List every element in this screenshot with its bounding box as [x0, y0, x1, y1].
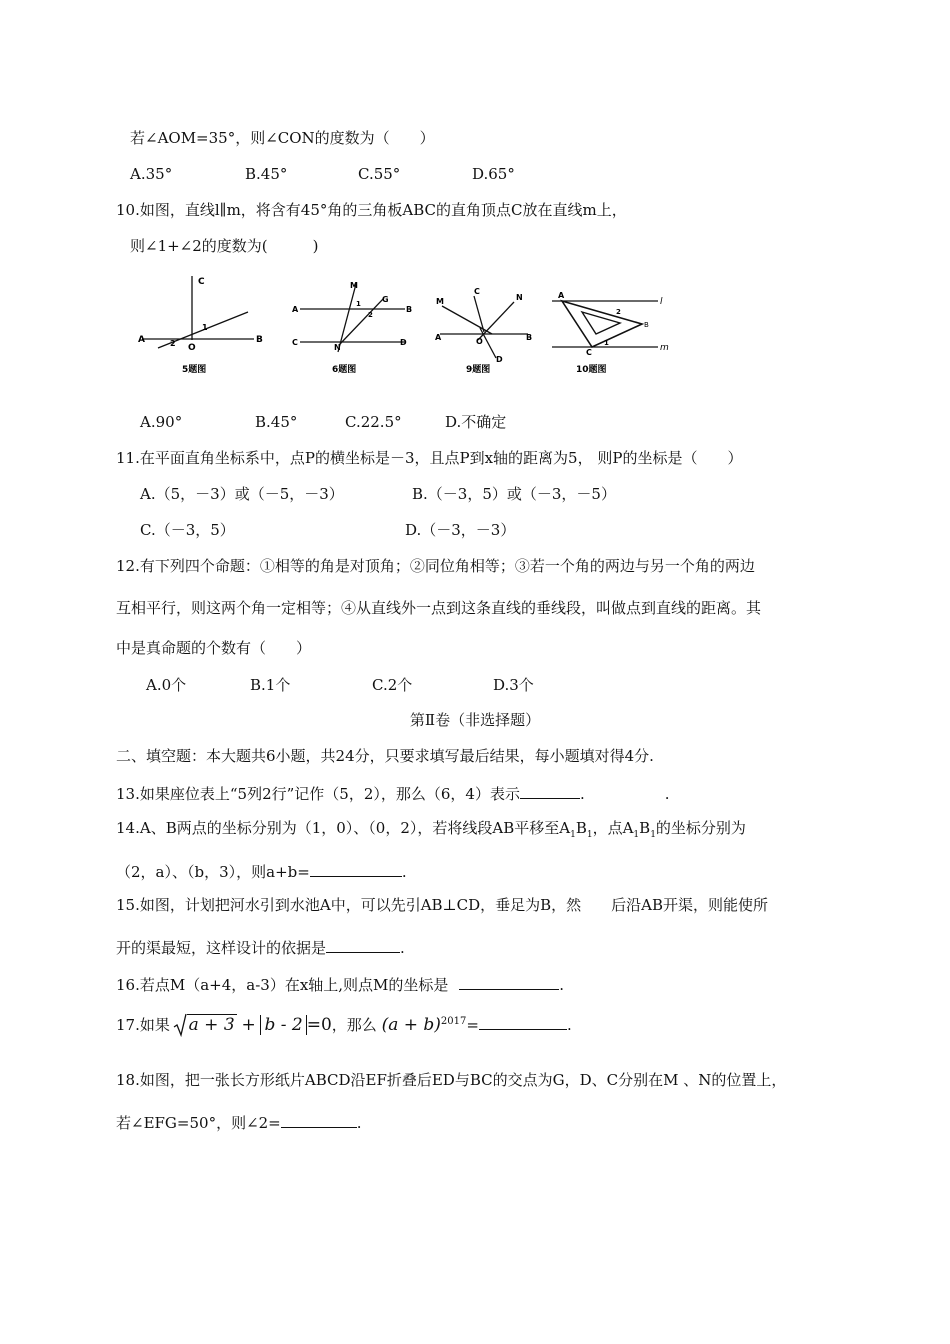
q16-text: 16.若点M（a+4，a-3）在x轴上,则点M的坐标是	[116, 976, 449, 994]
q14-text-b: ，点A	[592, 819, 634, 837]
fig9-caption: 9题图	[466, 365, 491, 375]
q14-text-2: （2，a）、（b，3），则a+b=	[116, 863, 310, 881]
fig6-label-c: C	[292, 338, 298, 347]
fig5-label-a: A	[138, 335, 145, 345]
q17-exponent: 2017	[440, 1016, 467, 1027]
fig6-label-d: D	[400, 338, 407, 347]
fig9-label-a: A	[435, 333, 442, 342]
q18-text-2: 若∠EFG=50°，则∠2=	[116, 1114, 281, 1132]
figure-9	[435, 287, 532, 375]
figure-5	[138, 276, 263, 375]
q18-answer-blank[interactable]	[281, 1111, 357, 1128]
q10-option-a: A.90°	[140, 413, 183, 431]
q14-b2: B	[639, 819, 651, 837]
q16-line	[116, 973, 564, 995]
fig6-label-1: 1	[356, 300, 361, 308]
q17-eq2: =	[466, 1016, 479, 1034]
q14-sub4: 1	[650, 830, 656, 840]
q15-line2	[116, 936, 405, 958]
q17-dot: .	[566, 1016, 572, 1034]
q15-line1: 15.如图，计划把河水引到水池A中，可以先引AB⊥CD，垂足为B，然 后沿AB开渠，则能使所	[116, 896, 769, 914]
q18-line2	[116, 1111, 362, 1133]
q12-option-b: B.1个	[250, 676, 291, 694]
q14-dot: .	[401, 863, 407, 881]
q14-b1: B	[575, 819, 587, 837]
q17-plus: +	[241, 1015, 256, 1035]
q11-stem: 11.在平面直角坐标系中，点P的横坐标是－3，且点P到x轴的距离为5， 则P的坐标是（ ）	[116, 449, 743, 467]
q14-text-c: 的坐标分别为	[655, 819, 746, 837]
fig10-label-b: B	[644, 321, 649, 329]
fig10-label-2: 2	[616, 308, 621, 316]
q9-stem: 若∠AOM=35°，则∠CON的度数为（ ）	[130, 129, 435, 147]
q16-dot: .	[559, 976, 564, 994]
fig9-label-m: M	[436, 297, 444, 306]
fig6-label-b: B	[406, 305, 413, 314]
q13-line	[116, 782, 670, 804]
fig6-label-2: 2	[368, 311, 373, 319]
q9-option-d: D.65°	[472, 165, 515, 183]
figures-row	[130, 268, 690, 388]
q12-option-a: A.0个	[146, 676, 187, 694]
q14-sub1: 1	[570, 830, 576, 840]
q14-sub3: 1	[633, 830, 640, 840]
q12-line2: 互相平行，则这两个角一定相等；④从直线外一点到这条直线的垂线段，叫做点到直线的距离。其	[116, 599, 762, 617]
figure-6	[292, 281, 412, 375]
q14-sub2: 1	[586, 830, 593, 840]
fig6-label-m: M	[350, 281, 358, 290]
q12-line3: 中是真命题的个数有（ ）	[116, 639, 312, 657]
fig9-label-n: N	[516, 293, 523, 302]
q10-line1: 10.如图，直线l∥m，将含有45°角的三角板ABC的直角顶点C放在直线m上，	[116, 201, 627, 219]
q14-text-a: 14.A、B两点的坐标分别为（1，0）、（0，2），若将线段AB平移至A	[116, 819, 571, 837]
q13-text: 13.如果座位表上“5列2行”记作（5，2），那么（6，4）表示	[116, 785, 520, 803]
q16-answer-blank[interactable]	[459, 973, 559, 990]
fig6-label-a: A	[292, 305, 299, 314]
fig10-label-c: C	[586, 348, 592, 357]
fig9-label-d: D	[496, 355, 503, 364]
q15-text-2: 开的渠最短，这样设计的依据是	[116, 939, 327, 957]
q12-option-d: D.3个	[493, 676, 534, 694]
fig5-label-b: B	[256, 335, 263, 345]
fig5-caption: 5题图	[182, 365, 207, 375]
q9-option-b: B.45°	[245, 165, 288, 183]
q10-line2: 则∠1+∠2的度数为( )	[130, 237, 319, 255]
fig10-label-l: l	[660, 297, 663, 307]
fig10-label-a: A	[558, 291, 565, 300]
q15-dot: .	[400, 939, 405, 957]
q14-line1	[116, 818, 746, 845]
q14-answer-blank[interactable]	[310, 860, 402, 877]
q17-answer-blank[interactable]	[479, 1013, 567, 1030]
q17-base: (a + b)	[381, 1015, 441, 1035]
section-intro: 二、填空题：本大题共6小题，共24分，只要求填写最后结果，每小题填对得4分.	[116, 747, 654, 765]
q11-option-d: D.（－3，－3）	[405, 521, 516, 539]
q13-answer-blank[interactable]	[520, 782, 580, 799]
q17-line	[116, 1008, 572, 1038]
figure-10	[552, 291, 669, 375]
q17-radicand: a + 3	[188, 1015, 235, 1035]
fig9-label-o: O	[476, 337, 483, 346]
q17-eq: =0	[306, 1015, 332, 1035]
fig10-label-1: 1	[604, 339, 609, 347]
q10-option-d: D.不确定	[445, 413, 507, 431]
q13-tail-dot: .	[664, 785, 670, 803]
q15-answer-blank[interactable]	[326, 936, 400, 953]
fig6-caption: 6题图	[332, 365, 357, 375]
fig6-label-g: G	[382, 295, 389, 304]
q17-abs-inner: b - 2	[260, 1015, 306, 1035]
q9-option-a: A.35°	[130, 165, 173, 183]
q11-option-b: B.（－3，5）或（－3，－5）	[412, 485, 616, 503]
q17-prefix: 17.如果	[116, 1016, 170, 1034]
fig6-label-n: N	[334, 343, 341, 352]
fig5-label-2: 2	[170, 339, 176, 348]
fig5-label-c: C	[198, 277, 205, 287]
q18-line1: 18.如图，把一张长方形纸片ABCD沿EF折叠后ED与BC的交点为G，D、C分别在M 、N的位置上，	[116, 1071, 787, 1089]
q17-comma: ，那么	[331, 1016, 377, 1034]
sqrt-expression	[175, 1011, 237, 1039]
q18-dot: .	[356, 1114, 362, 1132]
q12-option-c: C.2个	[372, 676, 413, 694]
q13-dot: .	[579, 785, 585, 803]
fig5-label-1: 1	[202, 323, 208, 332]
fig9-label-b: B	[526, 333, 533, 342]
q9-option-c: C.55°	[358, 165, 401, 183]
q12-line1: 12.有下列四个命题：①相等的角是对顶角；②同位角相等；③若一个角的两边与另一个角的两边	[116, 557, 755, 575]
q10-option-c: C.22.5°	[345, 413, 402, 431]
fig10-label-m: m	[660, 343, 669, 353]
q14-line2	[116, 860, 407, 882]
section-title: 第Ⅱ卷（非选择题）	[409, 711, 541, 729]
fig9-label-c: C	[474, 287, 480, 296]
sqrt-sign-icon	[173, 1013, 187, 1037]
q11-option-a: A.（5，－3）或（－5，－3）	[140, 485, 344, 503]
q11-option-c: C.（－3，5）	[140, 521, 235, 539]
fig10-caption: 10题图	[576, 365, 607, 375]
q10-option-b: B.45°	[255, 413, 298, 431]
fig5-label-o: O	[188, 343, 196, 353]
